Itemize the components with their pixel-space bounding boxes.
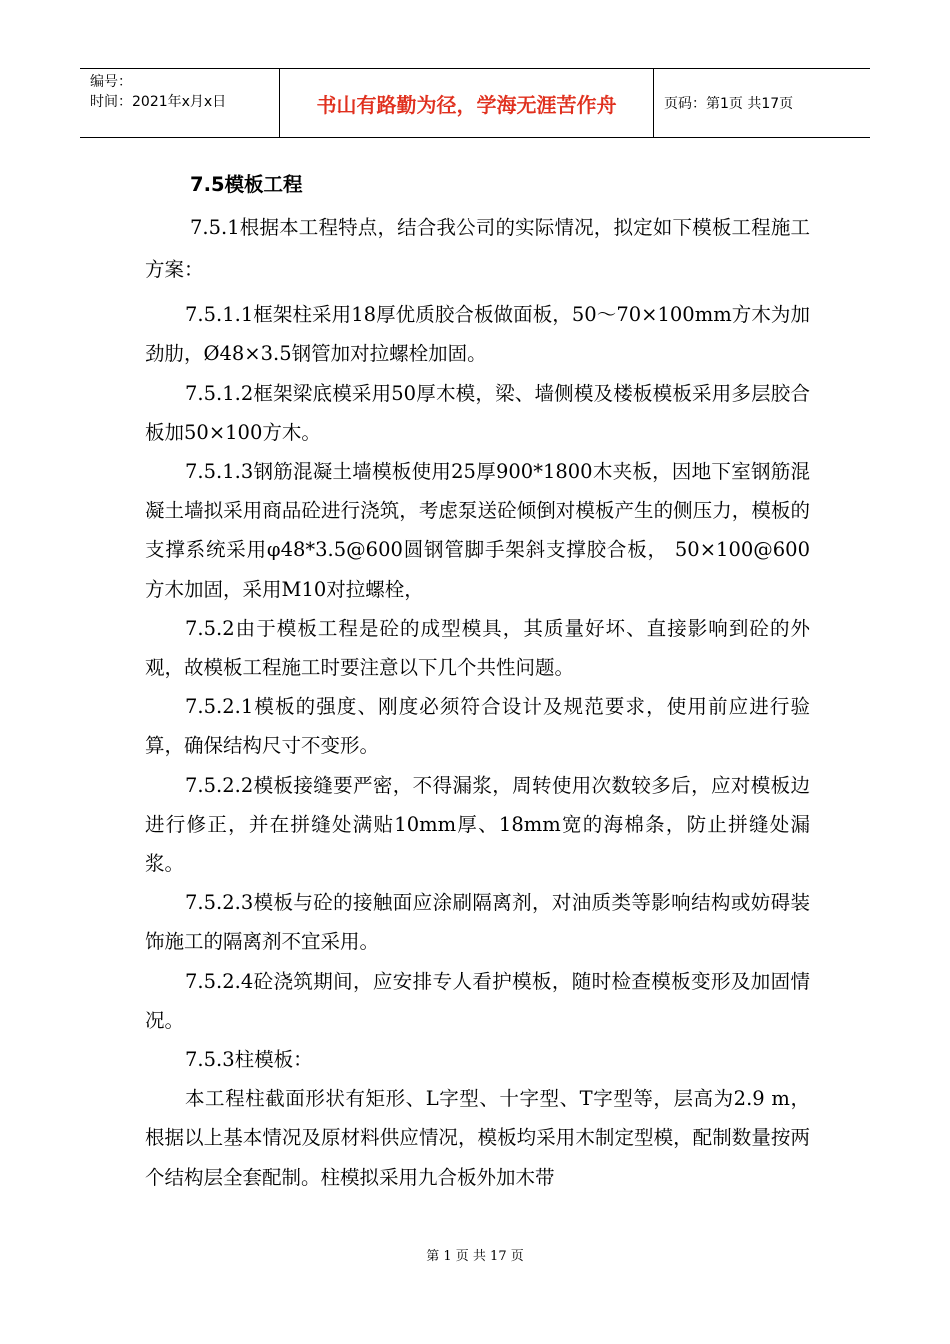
paragraph: 7.5.1.3钢筋混凝土墙模板使用25厚900*1800木夹板，因地下室钢筋混凝土墙拟采用商品砼进行浇筑，考虑泵送砼倾倒对模板产生的侧压力，模板的支撑系统采用φ48*3.5@600圆钢管脚手架斜支撑胶合板， 50×100@600方木加固，采用M10对拉螺栓， bbox=[145, 460, 810, 601]
page-footer: 第 1 页 共 17 页 bbox=[426, 1249, 524, 1264]
paragraph: 7.5.1根据本工程特点，结合我公司的实际情况，拟定如下模板工程施工方案： bbox=[145, 216, 810, 282]
document-body bbox=[145, 165, 810, 1197]
paragraph: 7.5.1.1框架柱采用18厚优质胶合板做面板，50～70×100mm方木为加劲肋，Ø48×3.5钢管加对拉螺栓加固。 bbox=[145, 303, 810, 366]
paragraph: 7.5.2.3模板与砼的接触面应涂刷隔离剂，对油质类等影响结构或妨碍装饰施工的隔离剂不宜采用。 bbox=[145, 891, 810, 954]
paragraph: 7.5.2由于模板工程是砼的成型模具，其质量好坏、直接影响到砼的外观，故模板工程施工时要注意以下几个共性问题。 bbox=[145, 616, 810, 680]
paragraph: 7.5.2.4砼浇筑期间，应安排专人看护模板，随时检查模板变形及加固情况。 bbox=[145, 969, 810, 1032]
paragraph: 本工程柱截面形状有矩形、L字型、十字型、T字型等，层高为2.9 m，根据以上基本情况及原材料供应情况，模板均采用木制定型模，配制数量按两个结构层全套配制。柱模拟采用九合板外加木带 bbox=[145, 1087, 810, 1189]
paragraph: 7.5.2.1模板的强度、刚度必须符合设计及规范要求，使用前应进行验算，确保结构尺寸不变形。 bbox=[145, 695, 810, 758]
document-date: 时间：2021年x月x日 bbox=[90, 94, 227, 110]
section-title: 7.5模板工程 bbox=[190, 173, 303, 196]
paragraph: 7.5.1.2框架梁底模采用50厚木模，梁、墙侧模及楼板模板采用多层胶合板加50×100方木。 bbox=[145, 381, 810, 444]
paragraph: 7.5.2.2模板接缝要严密，不得漏浆，周转使用次数较多后，应对模板边进行修正，并在拼缝处满贴10mm厚、18mm宽的海棉条，防止拼缝处漏浆。 bbox=[145, 773, 810, 876]
page-header bbox=[80, 68, 870, 138]
header-meta bbox=[80, 69, 280, 137]
header-motto: 书山有路勤为径，学海无涯苦作舟 bbox=[280, 69, 654, 137]
document-number-label: 编号： bbox=[90, 74, 132, 90]
header-page-info: 页码：第1页 共17页 bbox=[664, 96, 794, 112]
paragraph: 7.5.3柱模板： bbox=[185, 1048, 313, 1072]
